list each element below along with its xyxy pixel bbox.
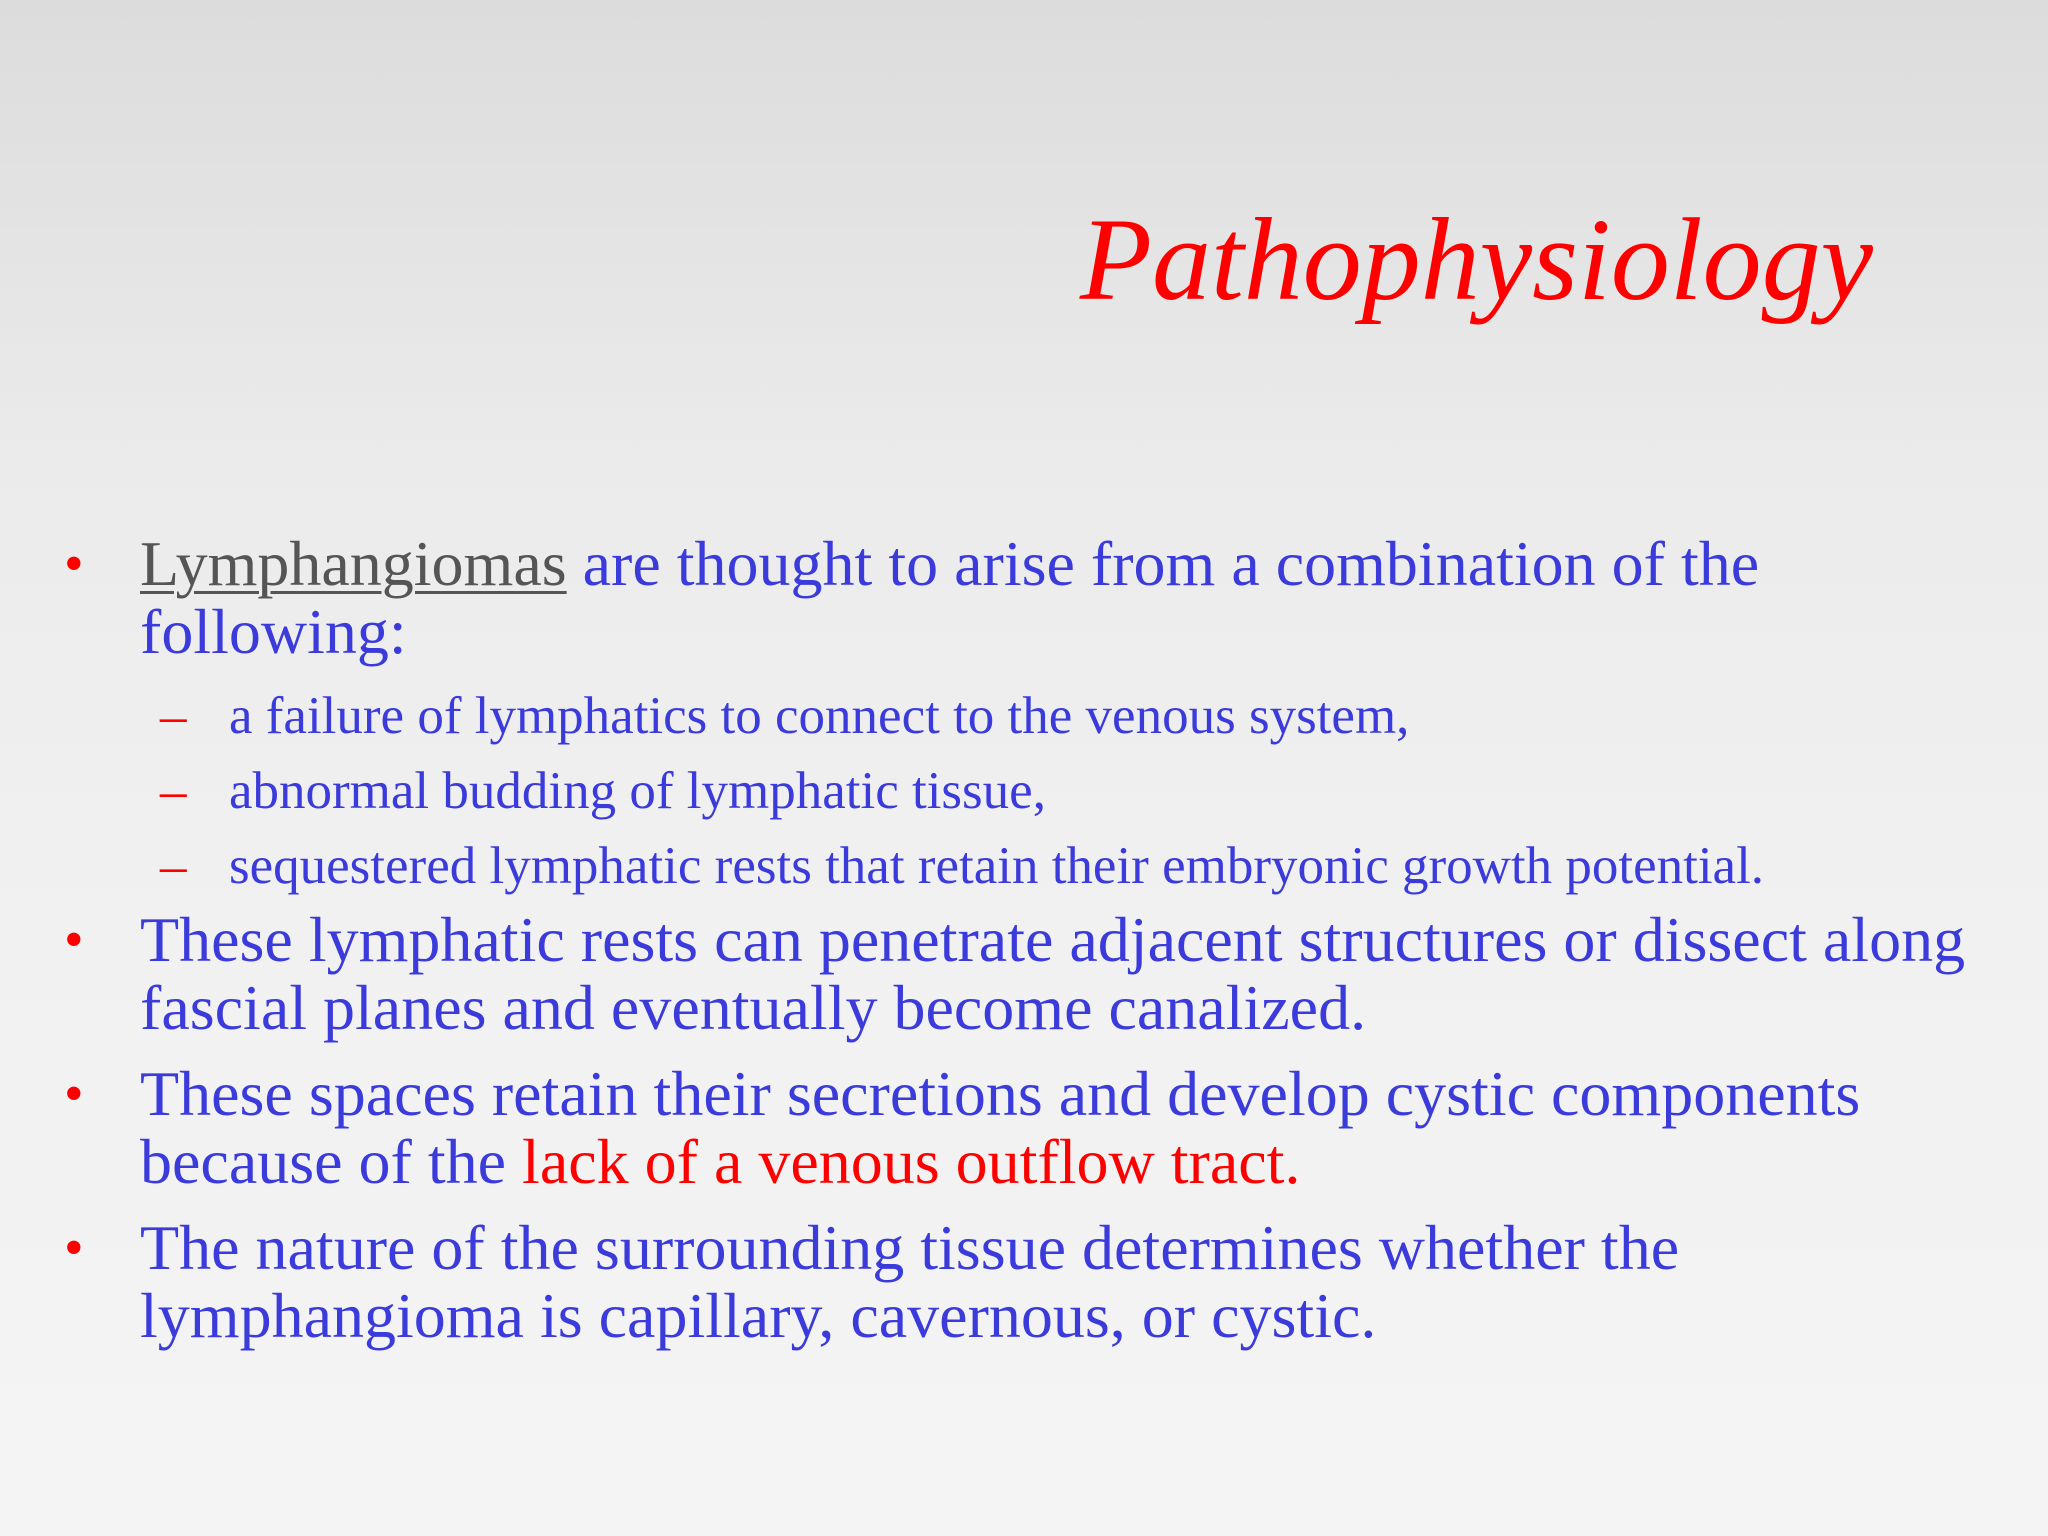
sub-item-text: sequestered lymphatic rests that retain their embryonic growth potential.: [229, 837, 1765, 895]
bullet-text: are thought to arise from a combination of the following:: [140, 528, 1760, 667]
highlight-text: lack of a venous outflow tract.: [522, 1126, 1301, 1197]
bullet-item-4: [60, 1214, 2010, 1350]
sub-item-1: [60, 686, 2010, 746]
bullet-icon: •: [64, 1217, 84, 1279]
dash-icon: –: [160, 837, 187, 895]
sub-item-text: abnormal budding of lymphatic tissue,: [229, 762, 1046, 820]
bullet-text: The nature of the surrounding tissue determines whether the lymphangioma is capillary, cavernous, or cystic.: [140, 1212, 1680, 1351]
bullet-icon: •: [64, 1063, 84, 1125]
dash-icon: –: [160, 687, 187, 745]
bullet-icon: •: [64, 533, 84, 595]
dash-icon: –: [160, 762, 187, 820]
lymphangiomas-link[interactable]: Lymphangiomas: [140, 528, 567, 599]
slide-body: [60, 530, 2010, 1350]
slide-title: Pathophysiology: [1079, 194, 1873, 325]
bullet-item-3: [60, 1060, 2010, 1196]
bullet-icon: •: [64, 909, 84, 971]
bullet-item-2: [60, 906, 2010, 1042]
bullet-text: These spaces retain their secretions and develop cystic components because of the: [140, 1058, 1861, 1197]
bullet-text: These lymphatic rests can penetrate adjacent structures or dissect along fascial planes and eventually become canalized.: [140, 904, 1966, 1043]
sub-item-3: [60, 836, 2010, 896]
sub-item-2: [60, 761, 2010, 821]
sub-item-text: a failure of lymphatics to connect to the venous system,: [229, 687, 1410, 745]
bullet-item-1: [60, 530, 2010, 666]
